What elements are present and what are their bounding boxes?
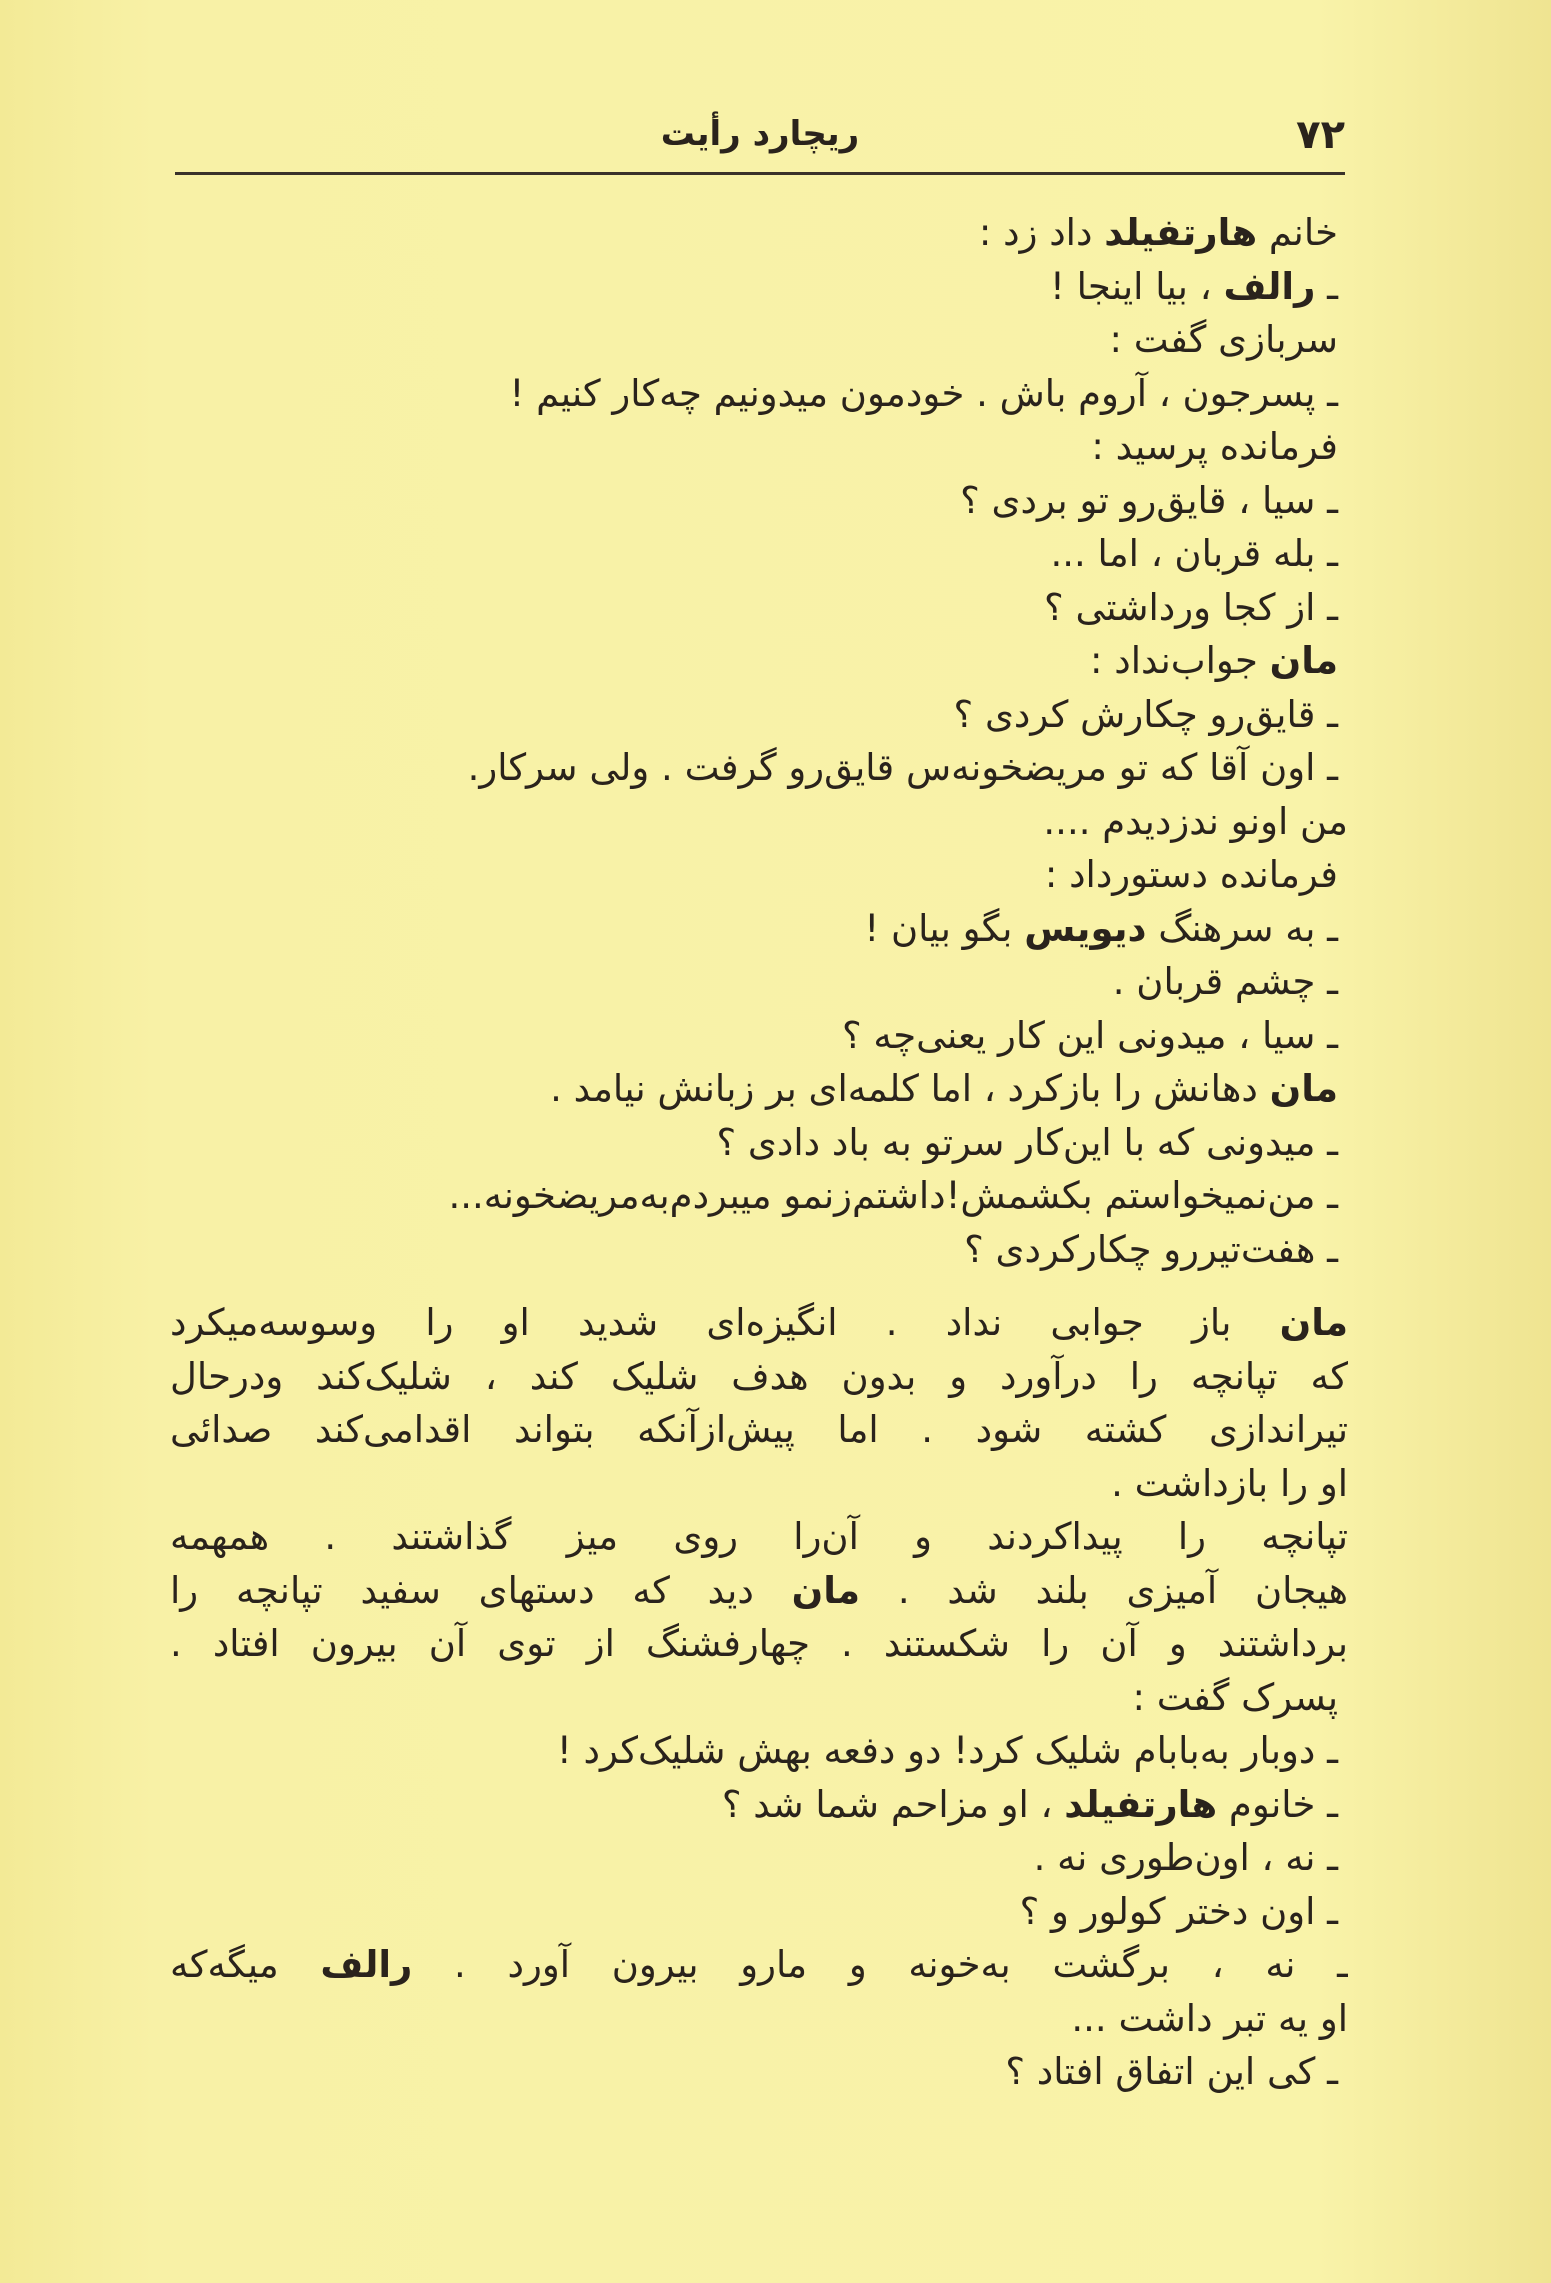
text-run: ـ من‌نمیخواستم بکشمش!داشتم‌زنمو میبردم‌به‌مریضخونه... xyxy=(448,1174,1338,1217)
text-run: دهانش را بازکرد ، اما کلمه‌ای بر زبانش نیامد . xyxy=(550,1067,1270,1110)
text-line xyxy=(170,1564,1348,1618)
text-line xyxy=(170,1116,1348,1170)
text-line xyxy=(170,313,1348,367)
text-run: برداشتند و آن را شکستند . چهارفشنگ از توی آن بیرون افتاد . xyxy=(170,1622,1348,1665)
text-line xyxy=(170,1778,1348,1832)
text-run: ـ کی این اتفاق افتاد ؟ xyxy=(1005,2050,1338,2093)
text-line xyxy=(170,1457,1348,1511)
text-run: پسرک گفت : xyxy=(1132,1675,1338,1719)
text-line xyxy=(170,1403,1348,1457)
character-name: مان xyxy=(1279,1301,1348,1344)
text-run: داد زد : xyxy=(978,211,1105,254)
text-run: او یه تبر داشت ... xyxy=(1071,1996,1348,2040)
character-name: مان xyxy=(791,1568,861,1612)
text-run: ـ خانوم xyxy=(1217,1782,1338,1826)
running-head: ریچارد رأیت xyxy=(660,114,860,154)
text-line xyxy=(170,1671,1348,1725)
page-header xyxy=(175,112,1345,172)
text-line xyxy=(170,2045,1348,2099)
text-run: فرمانده دستورداد : xyxy=(1044,853,1338,896)
text-run: ـ xyxy=(1315,264,1338,308)
text-run: هیجان آمیزی بلند شد . xyxy=(860,1568,1348,1612)
text-line xyxy=(170,1992,1348,2046)
character-name: رالف xyxy=(1223,264,1316,308)
text-run: ـ سیا ، میدونی این کار یعنی‌چه ؟ xyxy=(842,1013,1338,1057)
text-run: که تپانچه را درآورد و بدون هدف شلیک کند ، شلیک‌کند ودرحال xyxy=(170,1354,1348,1398)
text-run: ـ دوبار به‌بابام شلیک کرد! دو دفعه بهش شلیک‌کرد ! xyxy=(556,1729,1338,1772)
text-line xyxy=(170,367,1348,421)
text-run: ـ میدونی که با این‌کار سرتو به باد دادی ؟ xyxy=(716,1120,1338,1164)
text-run: ـ نه ، برگشت به‌خونه و مارو بیرون آورد . xyxy=(412,1943,1348,1986)
text-line xyxy=(170,260,1348,314)
text-line xyxy=(170,420,1348,474)
text-line xyxy=(170,795,1348,849)
text-run: خانم xyxy=(1257,211,1338,254)
paragraph-gap xyxy=(170,1276,1348,1296)
text-run: ، بیا اینجا ! xyxy=(1049,264,1224,308)
text-line xyxy=(170,581,1348,635)
text-run: ـ اون دختر کولور و ؟ xyxy=(1019,1889,1338,1933)
text-line xyxy=(170,741,1348,795)
text-line xyxy=(170,1831,1348,1885)
text-run: ، او مزاحم شما شد ؟ xyxy=(721,1782,1065,1826)
text-run: ـ اون آقا که تو مریضخونه‌س قایق‌رو گرفت . ولی سرکار. xyxy=(467,746,1338,789)
text-line xyxy=(170,1938,1348,1992)
text-run: دید که دستهای سفید تپانچه را xyxy=(170,1568,792,1612)
text-run: تپانچه را پیداکردند و آن‌را روی میز گذاشتند . همهمه xyxy=(170,1515,1348,1558)
character-name: مان xyxy=(1269,639,1338,682)
text-line xyxy=(170,1617,1348,1671)
character-name: هارتفیلد xyxy=(1064,1782,1218,1826)
character-name: مان xyxy=(1269,1067,1338,1110)
text-run: تیراندازی کشته شود . اما پیش‌ازآنکه بتواند اقدامی‌کند صدائی xyxy=(170,1408,1348,1451)
text-line xyxy=(170,1169,1348,1223)
text-line xyxy=(170,1296,1348,1350)
text-run: ـ قایق‌رو چکارش کردی ؟ xyxy=(953,692,1338,736)
text-run: ـ به سرهنگ xyxy=(1146,906,1338,950)
text-line xyxy=(170,1885,1348,1939)
text-line xyxy=(170,1223,1348,1277)
character-name: هارتفیلد xyxy=(1104,211,1258,254)
text-run: ـ بله قربان ، اما ... xyxy=(1050,532,1338,575)
text-run: میگه‌که xyxy=(170,1943,321,1986)
header-rule xyxy=(175,172,1345,175)
character-name: دیویس xyxy=(1024,906,1147,950)
text-line xyxy=(170,1724,1348,1778)
page-number: ۷۲ xyxy=(1296,112,1345,158)
text-run: ـ هفت‌تیررو چکارکردی ؟ xyxy=(964,1227,1338,1271)
text-line xyxy=(170,474,1348,528)
text-run: ـ نه ، اون‌طوری نه . xyxy=(1033,1836,1338,1879)
text-line xyxy=(170,1062,1348,1116)
text-line xyxy=(170,688,1348,742)
text-run: من اونو ندزدیدم .... xyxy=(1043,799,1348,843)
text-line xyxy=(170,1510,1348,1564)
text-run: ـ پسرجون ، آروم باش . خودمون میدونیم چه‌کار کنیم ! xyxy=(509,371,1338,415)
text-line xyxy=(170,1350,1348,1404)
text-run: او را بازداشت . xyxy=(1111,1461,1348,1505)
text-line xyxy=(170,955,1348,1009)
text-line xyxy=(170,527,1348,581)
text-run: فرمانده پرسید : xyxy=(1091,425,1338,468)
text-line xyxy=(170,902,1348,956)
text-run: ـ چشم قربان . xyxy=(1112,960,1338,1003)
text-line xyxy=(170,848,1348,902)
text-run: سربازی گفت : xyxy=(1109,318,1338,361)
text-run: جواب‌نداد : xyxy=(1090,639,1270,682)
text-line xyxy=(170,1009,1348,1063)
text-run: ـ از کجا ورداشتی ؟ xyxy=(1044,585,1338,629)
text-line xyxy=(170,634,1348,688)
text-line xyxy=(170,206,1348,260)
text-run: بگو بیان ! xyxy=(864,906,1025,950)
body-text xyxy=(170,206,1348,2099)
text-run: ـ سیا ، قایق‌رو تو بردی ؟ xyxy=(960,478,1338,522)
character-name: رالف xyxy=(320,1943,413,1986)
text-run: باز جوابی نداد . انگیزه‌ای شدید او را وسوسه‌میکرد xyxy=(170,1301,1280,1344)
